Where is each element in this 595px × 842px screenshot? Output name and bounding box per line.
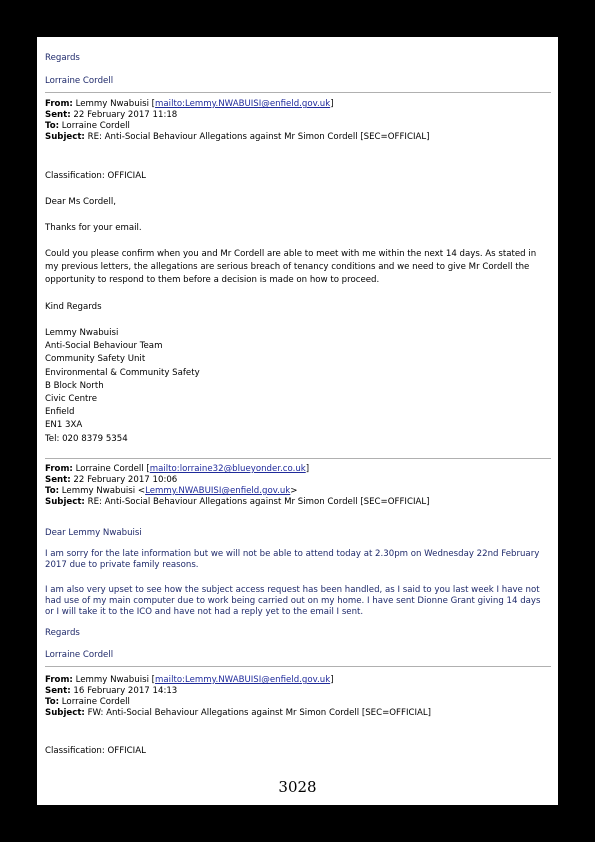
from-label: From: (45, 675, 73, 685)
signature-line: B Block North (45, 380, 104, 391)
from-email-link[interactable]: mailto:Lemmy.NWABUISI@enfield.gov.uk (155, 675, 331, 685)
from-row (45, 464, 430, 475)
bracket: ] (330, 675, 334, 685)
email-header (45, 99, 430, 143)
separator (45, 458, 551, 459)
classification-text: Classification: OFFICIAL (45, 746, 146, 756)
separator (45, 92, 551, 93)
subject-label: Subject: (45, 132, 85, 142)
document-page (37, 37, 558, 805)
from-email-link[interactable]: mailto:lorraine32@blueyonder.co.uk (149, 464, 306, 474)
from-row (45, 99, 430, 110)
sender-name: Lorraine Cordell (45, 650, 114, 660)
from-email-link[interactable]: mailto:Lemmy.NWABUISI@enfield.gov.uk (155, 99, 331, 109)
to-name: Lorraine Cordell (61, 697, 130, 707)
body-paragraph: I am also very upset to see how the subject access request has been handled, as I said to you last week I have not had use of my main computer due to work being carried out on my home. I have sent Dionne Grant giving 14 days or I will take it to the ICO and have not had a reply yet to the email I sent. (45, 585, 541, 617)
bracket: > (290, 486, 298, 496)
to-row (45, 486, 430, 497)
to-label: To: (45, 121, 60, 131)
sent-row (45, 686, 431, 697)
body-paragraph: I am sorry for the late information but we will not be able to attend today at 2.30pm on Wednesday 22nd February 2017 due to private family reasons. (45, 549, 540, 570)
sent-row (45, 475, 430, 486)
from-name: Lemmy Nwabuisi [ (75, 675, 156, 685)
to-row (45, 697, 431, 708)
signature-line: Anti-Social Behaviour Team (45, 341, 163, 352)
subject-label: Subject: (45, 497, 85, 507)
subject-text: RE: Anti-Social Behaviour Allegations against Mr Simon Cordell [SEC=OFFICIAL] (87, 132, 430, 142)
signature-line: Environmental & Community Safety (45, 367, 200, 378)
signature-block (45, 327, 200, 446)
sent-row (45, 110, 430, 121)
greeting-text: Dear Ms Cordell, (45, 197, 116, 207)
subject-label: Subject: (45, 708, 85, 718)
sent-date: 16 February 2017 14:13 (73, 686, 178, 696)
subject-row (45, 708, 431, 719)
body-paragraph: Could you please confirm when you and Mr Cordell are able to meet with me within the next 14 days. As stated in my previous letters, the allegations are serious breach of tenancy conditions and we need to give Mr Cordell the opportunity to respond to them before a decision is made on how to proceed. (45, 249, 537, 285)
subject-text: RE: Anti-Social Behaviour Allegations against Mr Simon Cordell [SEC=OFFICIAL] (87, 497, 430, 507)
to-label: To: (45, 697, 60, 707)
page-number: 3028 (278, 778, 317, 796)
to-name: Lorraine Cordell (61, 121, 130, 131)
sent-label: Sent: (45, 110, 71, 120)
greeting-text: Dear Lemmy Nwabuisi (45, 528, 142, 538)
separator (45, 666, 551, 667)
from-label: From: (45, 464, 73, 474)
regards-text: Regards (45, 628, 80, 638)
thanks-text: Thanks for your email. (45, 223, 142, 233)
to-label: To: (45, 486, 60, 496)
signature-line: Tel: 020 8379 5354 (45, 433, 128, 444)
email-header (45, 464, 430, 508)
regards-text: Regards (45, 53, 80, 63)
subject-text: FW: Anti-Social Behaviour Allegations against Mr Simon Cordell [SEC=OFFICIAL] (87, 708, 432, 718)
sent-date: 22 February 2017 11:18 (73, 110, 178, 120)
bracket: ] (330, 99, 334, 109)
signature-line: EN1 3XA (45, 420, 83, 431)
from-name: Lemmy Nwabuisi [ (75, 99, 156, 109)
classification-text: Classification: OFFICIAL (45, 171, 146, 181)
closing-text: Kind Regards (45, 302, 102, 312)
from-row (45, 675, 431, 686)
from-label: From: (45, 99, 73, 109)
sent-date: 22 February 2017 10:06 (73, 475, 178, 485)
bracket: ] (305, 464, 310, 474)
to-row (45, 121, 430, 132)
sender-name: Lorraine Cordell (45, 76, 114, 86)
subject-row (45, 132, 430, 143)
signature-line: Lemmy Nwabuisi (45, 328, 119, 338)
signature-line: Community Safety Unit (45, 354, 146, 365)
sent-label: Sent: (45, 686, 71, 696)
to-name: Lemmy Nwabuisi < (61, 486, 146, 496)
signature-line: Enfield (45, 407, 75, 418)
sent-label: Sent: (45, 475, 71, 485)
from-name: Lorraine Cordell [ (75, 464, 150, 474)
signature-line: Civic Centre (45, 394, 98, 405)
subject-row (45, 497, 430, 508)
email-header (45, 675, 431, 719)
to-email-link[interactable]: Lemmy.NWABUISI@enfield.gov.uk (145, 486, 291, 496)
